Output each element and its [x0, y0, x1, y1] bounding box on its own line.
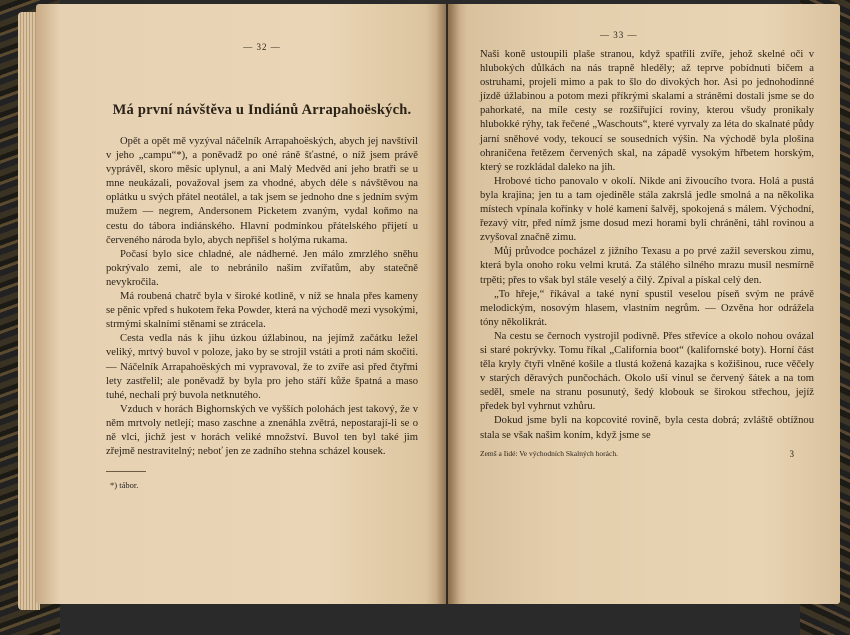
open-book — [18, 4, 838, 624]
paragraph: „To hřeje,“ říkával a také nyní spustil veselou píseň svým ne právě melodickým, nosovým hlasem, vlastním negrům. — Ozvěna hor odrážela tóny několikrát. — [480, 288, 814, 328]
page-footer — [480, 449, 814, 459]
paragraph: Naši koně ustoupili plaše stranou, když spatřili zvíře, jehož skelné oči v hlubokých důlkách na nás trapně hleděly; až teprve pobídnuti bičem a ostruhami, projeli mimo a pak to šlo do divokých hor. Asi po jednohodinné jízdě úžlabinou a potom mezi příkrými skalami a stráněmi dostali jsme se do pahorkaté, na míle cesty se rozšiřující roviny, kterou všudy pronikaly hlubokké rýhy, tak řečené „Waschouts“, které vyrvaly za léta do skalnaté půdy jarní sněhové vody, tekoucí se sousedních výšin. Na východě byla plošina ohraničena řetězem červených skal, na západě vysokým hřbetem horským, který se rozkládal daleko na jih. — [480, 49, 814, 173]
book-spine-shadow — [436, 4, 460, 604]
paragraph: Počasí bylo sice chladné, ale nádherné. Jen málo zmrzlého sněhu pokrývalo zemi, ale to nebránilo našim zvířatům, aby statečně nevykročila. — [106, 248, 418, 288]
page-number-right: — 33 — — [600, 30, 638, 40]
paragraph: Vzduch v horách Bighornských ve vyšších polohách jest takový, že v něm mrtvoly netlejí; maso zaschne a znenáhla zvětrá, nepostarají-li se o ně vlci, jichž jest v horách veliké množství. Buvol ten byl také jim zřejmě nestravitelný; neboť jen ze zadního stehna scházel kousek. — [106, 403, 418, 458]
paragraph: Dokud jsme byli na kopcovité rovině, byla cesta dobrá; zvláště obtížnou stala se však našim koním, když jsme se — [480, 415, 814, 441]
right-page — [448, 4, 840, 604]
left-page — [36, 4, 446, 604]
paragraph: Cesta vedla nás k jihu úzkou úžlabinou, na jejímž začátku ležel veliký, mrtvý buvol v poloze, jako by se strojil vstáti a proti nám skočiti. — Náčelník Arrapahoëských mi vypravoval, že to zvíře asi před čtyřmi lety zastřelil; ale poněvadž by byla pro jeho stáří kůže špatná a maso tuhé, nechali prý buvola netknutého. — [106, 333, 418, 401]
footnote: *) tábor. — [110, 480, 139, 491]
signature-mark: 3 — [789, 448, 794, 459]
page-number-left: — 32 — — [243, 42, 281, 52]
paragraph: Má roubená chatrč byla v široké kotlině, v níž se hnala přes kameny se pěnic vpřed s hukotem řeka Powder, která na východě mezi vysokými, strmými skalními stěnami se ztrácela. — [106, 291, 418, 331]
footer-text: Zemš a Iidé: Ve východních Skalných horách. — [480, 448, 618, 458]
footnote-divider — [106, 471, 146, 472]
chapter-title: Má první návštěva u Indiánů Arrapahoëských. — [112, 102, 412, 118]
paragraph: Na cestu se černoch vystrojil podivně. Přes střevíce a okolo nohou ovázal si staré pokrývky. Tomu říkal „California boot“ (kalifornské boty). Horní část těla kryly čtyři vlněné košile a tlustá kožená kazajka s kožišinou, ruce věčely v starých děravých punčochách. Okolo uší vinul se červený šátek a na tom seděl, smele na stranu posunutý, šedý klobouk se širokou střechou, jejíž předek byl vyhrnut vzhůru. — [480, 330, 814, 413]
paragraph: Hrobové ticho panovalo v okolí. Nikde ani živoucího tvora. Holá a pustá byla krajina; jen tu a tam ojediněle stála zakrslá jedle smolná a na několika místech vpínala kořínky v holé kamení šalvěj, spokojená s málem. Východní, řezavý vítr, před nímž jsme dosud mezi horami byli chráněni, táhl rovinou a zvyšoval značně zimu. — [480, 175, 814, 244]
paragraph: Můj průvodce pocházel z jižního Texasu a po prvé zažil severskou zimu, která byla onoho roku velmi krutá. Za stálého silného mrazu musil nesmírně trpěti; přes to však byl stále veselý a čilý. Zpíval a pískal celý den. — [480, 246, 814, 286]
paragraph: Opět a opět mě vyzýval náčelník Arrapahoëských, abych jej navštívil v jeho „campu“*), a poněvadž po oné ráně šťastné, o níž jsem právě vyprávěl, skoro měsíc uplynul, a ani Malý Medvěd ani jeho bratři se u mne neukázali, považoval jsem za vhodné, abych déle s návštěvou na oplátku u svých přátel neotálel, a tak jsem se jednoho dne s jedním svým mužem — negrem, Andersonem Picketem zvaným, vydal koňmo na cestu do tábora indiánského. Hlavní podmínkou přátelského přijetí u červeného národa bylo, abych nepřišel s holýma rukama. — [106, 136, 418, 246]
right-page-text — [480, 48, 814, 443]
